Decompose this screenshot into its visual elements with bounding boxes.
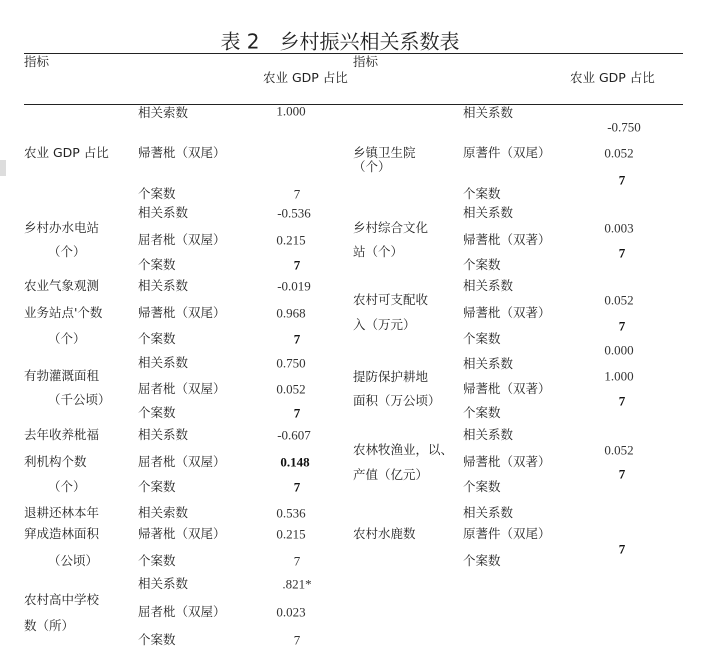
value: 0.052 bbox=[604, 442, 634, 458]
value: 7 bbox=[293, 553, 301, 569]
stat-label: 原蓍件（双尾） bbox=[463, 144, 551, 160]
stat-label: 个案数 bbox=[138, 631, 176, 647]
value: 0.968 bbox=[276, 305, 306, 321]
value: 0.052 bbox=[604, 292, 634, 308]
value: 0.536 bbox=[276, 505, 306, 521]
right-indicator-header: 指标 bbox=[353, 53, 379, 69]
stat-label: 相关系数 bbox=[463, 277, 514, 293]
stat-label: 相关系数 bbox=[138, 277, 189, 293]
value: 0.215 bbox=[276, 526, 306, 542]
row-label: 农业气象观测 bbox=[24, 277, 100, 293]
value: 7 bbox=[293, 257, 301, 273]
value: 0.215 bbox=[276, 232, 306, 248]
row-label: （个） bbox=[353, 158, 391, 174]
row-label: （个） bbox=[48, 478, 86, 494]
value: 7 bbox=[618, 172, 626, 188]
value: 0.052 bbox=[604, 145, 634, 161]
row-label: 乡村综合文化 bbox=[353, 219, 429, 235]
row-label: 乡镇卫生院 bbox=[353, 144, 416, 160]
row-label: 农林牧渔业，以、 bbox=[353, 441, 454, 457]
row-label: 面积（万公顷） bbox=[353, 392, 441, 408]
stat-label: 帰蓍枇（双尾） bbox=[138, 304, 226, 320]
row-label: 提防保护耕地 bbox=[353, 368, 429, 384]
value: 7 bbox=[618, 318, 626, 334]
row-label: （个） bbox=[48, 330, 86, 346]
row-label: 利机构个数 bbox=[24, 453, 87, 469]
stat-label: 相关系数 bbox=[463, 104, 514, 120]
stat-label: 个案数 bbox=[463, 478, 501, 494]
row-label: 农村水鹿数 bbox=[353, 525, 416, 541]
stat-label: 屈者枇（双屋） bbox=[138, 231, 226, 247]
stat-label: 个案数 bbox=[138, 256, 176, 272]
stat-label: 相关索数 bbox=[138, 504, 189, 520]
scan-edge-mark bbox=[0, 160, 6, 176]
value: -0.607 bbox=[277, 427, 311, 443]
value: 7 bbox=[293, 405, 301, 421]
stat-label: 相关系数 bbox=[463, 204, 514, 220]
value: 7 bbox=[293, 331, 301, 347]
stat-label: 屈者枇（双屋） bbox=[138, 603, 226, 619]
right-column-header: 农业 GDP 占比 bbox=[570, 69, 655, 85]
stat-label: 个案数 bbox=[138, 404, 176, 420]
stat-label: 个案数 bbox=[463, 330, 501, 346]
row-label: 有勃灌溉面租 bbox=[24, 367, 100, 383]
value: 7 bbox=[293, 479, 301, 495]
stat-label: 个案数 bbox=[138, 478, 176, 494]
stat-label: 个案数 bbox=[138, 330, 176, 346]
value: -0.750 bbox=[607, 119, 641, 135]
value: 1.000 bbox=[276, 103, 306, 119]
row-label: （公顷） bbox=[48, 552, 99, 568]
stat-label: 个案数 bbox=[463, 256, 501, 272]
row-label: （千公顷） bbox=[48, 391, 111, 407]
row-label: 农村高中学校 bbox=[24, 591, 100, 607]
stat-label: 相关系数 bbox=[138, 204, 189, 220]
stat-label: 相关系数 bbox=[138, 426, 189, 442]
stat-label: 相关系数 bbox=[463, 426, 514, 442]
stat-label: 屈者枇（双屋） bbox=[138, 453, 226, 469]
left-indicator-header: 指标 bbox=[24, 53, 50, 69]
value: .821* bbox=[282, 576, 312, 592]
row-label: 数（所） bbox=[24, 617, 75, 633]
row-label: 退耕还林本年 bbox=[24, 504, 100, 520]
value: 0.000 bbox=[604, 342, 634, 358]
stat-label: 帰蓍枇（双著） bbox=[463, 453, 551, 469]
stat-label: 个案数 bbox=[138, 552, 176, 568]
stat-label: 相关索数 bbox=[138, 104, 189, 120]
row-label: 业务站点'个数 bbox=[24, 304, 103, 320]
value: 0.750 bbox=[276, 355, 306, 371]
value: 0.003 bbox=[604, 220, 634, 236]
header-rule bbox=[24, 104, 683, 105]
stat-label: 原蓍件（双尾） bbox=[463, 525, 551, 541]
stat-label: 帰蓍枇（双著） bbox=[463, 231, 551, 247]
row-label: 乡村办水电站 bbox=[24, 219, 100, 235]
value: 0.148 bbox=[280, 454, 310, 470]
value: 7 bbox=[293, 186, 301, 202]
stat-label: 相关系数 bbox=[463, 355, 514, 371]
table-name: 乡村振兴相关系数表 bbox=[279, 29, 460, 54]
table-title bbox=[210, 26, 469, 55]
row-label: 站（个） bbox=[353, 243, 404, 259]
stat-label: 帰蓍枇（双著） bbox=[463, 380, 551, 396]
value: 0.052 bbox=[276, 381, 306, 397]
stat-label: 相关系数 bbox=[463, 504, 514, 520]
value: 1.000 bbox=[604, 368, 634, 384]
stat-label: 帰著枇（双尾） bbox=[138, 525, 226, 541]
value: 7 bbox=[618, 541, 626, 557]
stat-label: 个案数 bbox=[463, 552, 501, 568]
value: 7 bbox=[618, 466, 626, 482]
stat-label: 帰蓍枇（双尾） bbox=[138, 144, 226, 160]
row-label: 入（万元） bbox=[353, 316, 416, 332]
stat-label: 相关系数 bbox=[138, 354, 189, 370]
stat-label: 屈者枇（双屋） bbox=[138, 380, 226, 396]
row-label: 去年收养枇福 bbox=[24, 426, 100, 442]
stat-label: 个案数 bbox=[463, 404, 501, 420]
value: 7 bbox=[293, 632, 301, 648]
stat-label: 个案数 bbox=[138, 185, 176, 201]
value: 7 bbox=[618, 245, 626, 261]
stat-label: 帰蓍枇（双著） bbox=[463, 304, 551, 320]
value: 7 bbox=[618, 393, 626, 409]
row-label: 产值（亿元） bbox=[353, 466, 429, 482]
row-label: （个） bbox=[48, 243, 86, 259]
left-column-header: 农业 GDP 占比 bbox=[263, 69, 348, 85]
stat-label: 个案数 bbox=[463, 185, 501, 201]
row-label: 农村可支配收 bbox=[353, 291, 429, 307]
value: -0.536 bbox=[277, 205, 311, 221]
value: -0.019 bbox=[277, 278, 311, 294]
row-label: 穽成造林面积 bbox=[24, 525, 100, 541]
value: 0.023 bbox=[276, 604, 306, 620]
table-number: 表 2 bbox=[220, 29, 260, 54]
row-label: 农业 GDP 占比 bbox=[24, 144, 109, 160]
stat-label: 相关系数 bbox=[138, 575, 189, 591]
